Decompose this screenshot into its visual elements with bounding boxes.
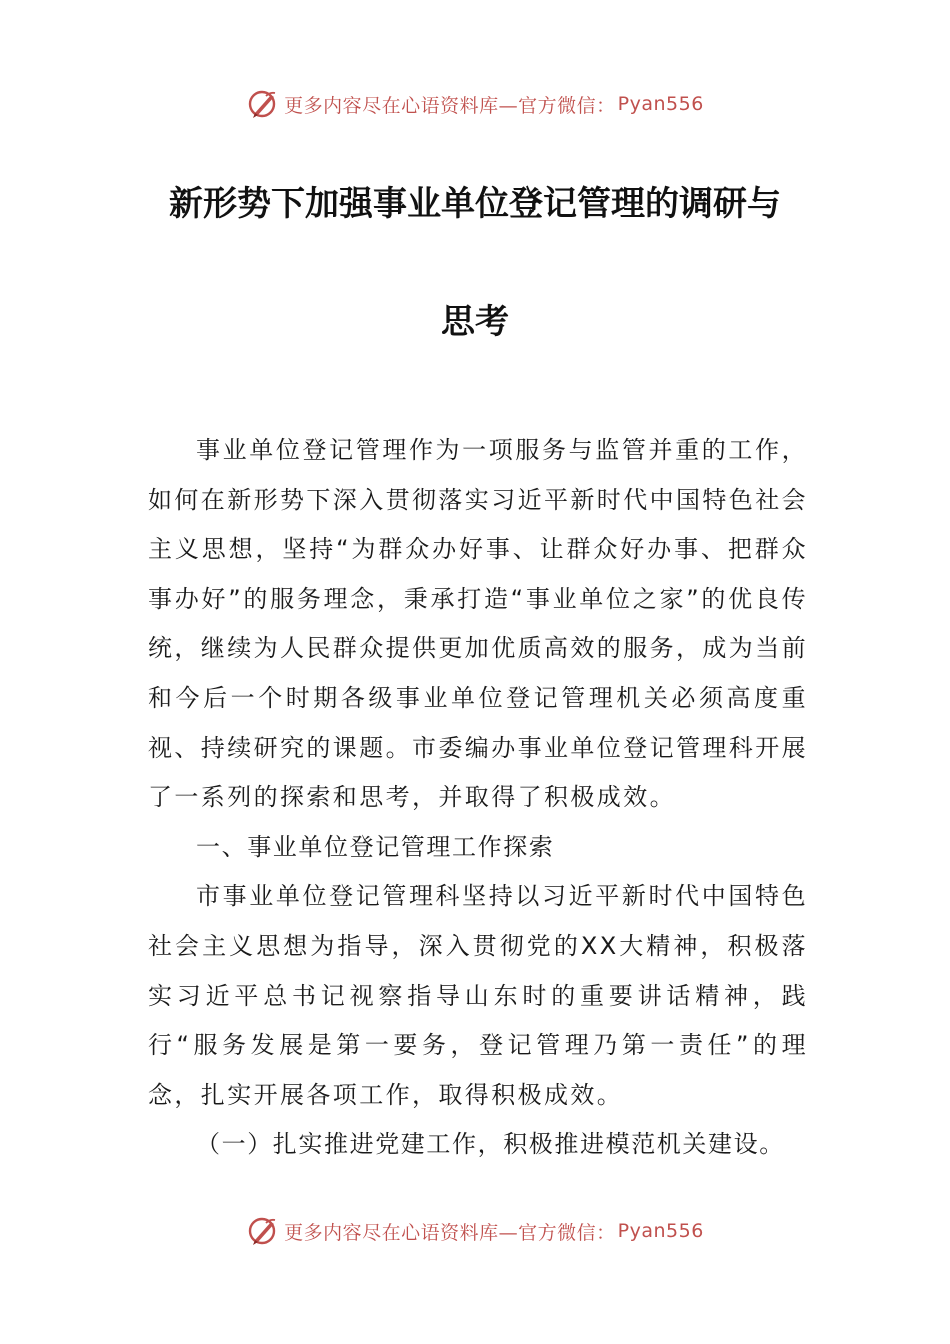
intro-paragraph: 事业单位登记管理作为一项服务与监管并重的工作，如何在新形势下深入贯彻落实习近平新时代中国特色社会主义思想，坚持“为群众办好事、让群众好办事、把群众事办好”的服务理念，秉承打造“事业单位之家”的优良传统，继续为人民群众提供更加优质高效的服务，成为当前和今后一个时期各级事业单位登记管理机关必须高度重视、持续研究的课题。市委编办事业单位登记管理科开展了一系列的探索和思考，并取得了积极成效。 bbox=[148, 436, 808, 812]
watermark-text: 更多内容尽在心语资料库—官方微信： bbox=[284, 1221, 616, 1244]
pen-logo-icon bbox=[246, 87, 280, 121]
footer-watermark bbox=[0, 1211, 950, 1251]
section-1-paragraph: 市事业单位登记管理科坚持以习近平新时代中国特色社会主义思想为指导，深入贯彻党的XX大精神，积极落实习近平总书记视察指导山东时的重要讲话精神，践行“服务发展是第一要务，登记管理乃第一责任”的理念，扎实开展各项工作，取得积极成效。 bbox=[148, 882, 808, 1109]
watermark-text: 更多内容尽在心语资料库—官方微信： bbox=[284, 94, 616, 117]
document-title-line-1: 新形势下加强事业单位登记管理的调研与 bbox=[169, 184, 781, 224]
header-watermark bbox=[0, 84, 950, 124]
pen-logo-icon bbox=[246, 1214, 280, 1248]
subsection-heading-1: （一）扎实推进党建工作，积极推进模范机关建设。 bbox=[196, 1130, 785, 1159]
section-heading-1: 一、事业单位登记管理工作探索 bbox=[196, 832, 555, 861]
watermark-wechat-id: Pyan556 bbox=[617, 93, 704, 115]
document-title-line-2: 思考 bbox=[441, 302, 509, 342]
document-body bbox=[148, 426, 808, 1170]
watermark-wechat-id: Pyan556 bbox=[617, 1220, 704, 1242]
